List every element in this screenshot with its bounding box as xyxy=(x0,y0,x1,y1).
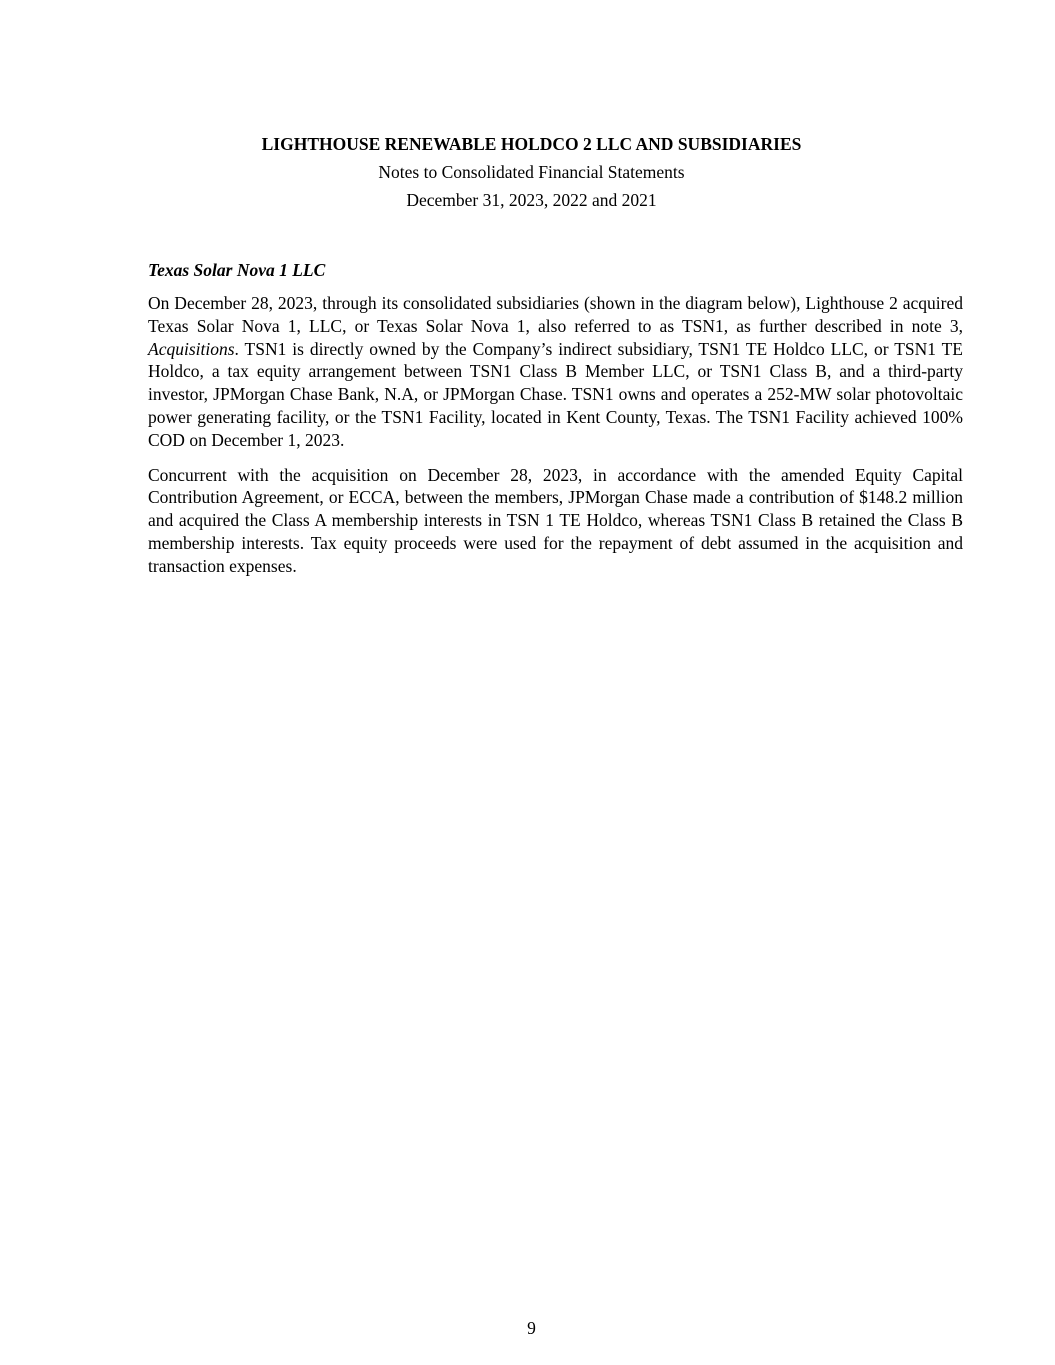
section-heading: Texas Solar Nova 1 LLC xyxy=(148,260,326,280)
note-section xyxy=(148,258,963,590)
paragraph-text: . TSN1 is directly owned by the Company’s indirect subsidiary, TSN1 TE Holdco LLC, or TSN1 TE Holdco, a tax equity arrangement between TSN1 Class B Member LLC, or TSN1 Class B, and a third-party investor, JPMorgan Chase Bank, N.A, or JPMorgan Chase. TSN1 owns and operates a 252-MW solar photovoltaic power generating facility, or the TSN1 Facility, located in Kent County, Texas. The TSN1 Facility achieved 100% COD on December 1, 2023. xyxy=(148,338,963,450)
paragraph-acquisition xyxy=(148,292,963,452)
page-number: 9 xyxy=(527,1318,536,1338)
document-header xyxy=(0,130,1055,214)
paragraph-tax-equity: Concurrent with the acquisition on December 28, 2023, in accordance with the amended Equity Capital Contribution Agreement, or ECCA, between the members, JPMorgan Chase made a contribution of $148.2 million and acquired the Class A membership interests in TSN 1 TE Holdco, whereas TSN1 Class B retained the Class B membership interests. Tax equity proceeds were used for the repayment of debt assumed in the acquisition and transaction expenses. xyxy=(148,464,963,576)
paragraph-text: On December 28, 2023, through its consolidated subsidiaries (shown in the diagram below), Lighthouse 2 acquired Texas Solar Nova 1, LLC, or Texas Solar Nova 1, also referred to as TSN1, as further described in note 3, xyxy=(148,293,963,336)
note-reference: Acquisitions xyxy=(148,338,235,359)
company-name: LIGHTHOUSE RENEWABLE HOLDCO 2 LLC AND SUBSIDIARIES xyxy=(261,134,802,154)
statement-title: Notes to Consolidated Financial Statements xyxy=(378,162,685,182)
statement-dates: December 31, 2023, 2022 and 2021 xyxy=(406,190,657,210)
